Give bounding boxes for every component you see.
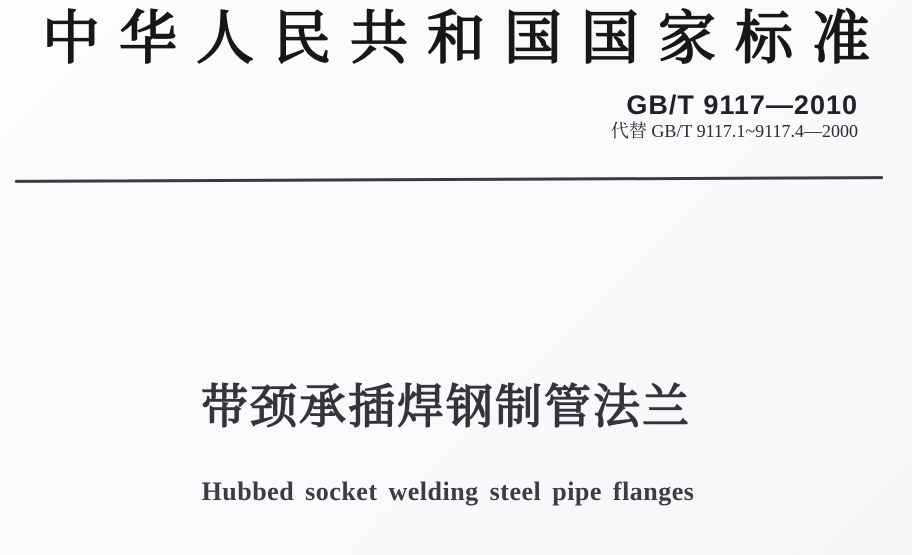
standard-code-block — [611, 90, 858, 142]
chinese-title: 带颈承插焊钢制管法兰 — [201, 380, 691, 433]
standard-code: GB/T 9117—2010 — [626, 90, 858, 120]
english-title: Hubbed socket welding steel pipe flanges — [201, 477, 695, 506]
replaces-note: 代替 GB/T 9117.1~9117.4—2000 — [610, 121, 858, 141]
divider-rule — [15, 176, 883, 183]
national-standard-heading: 中华人民共和国国家标准 — [41, 6, 889, 71]
